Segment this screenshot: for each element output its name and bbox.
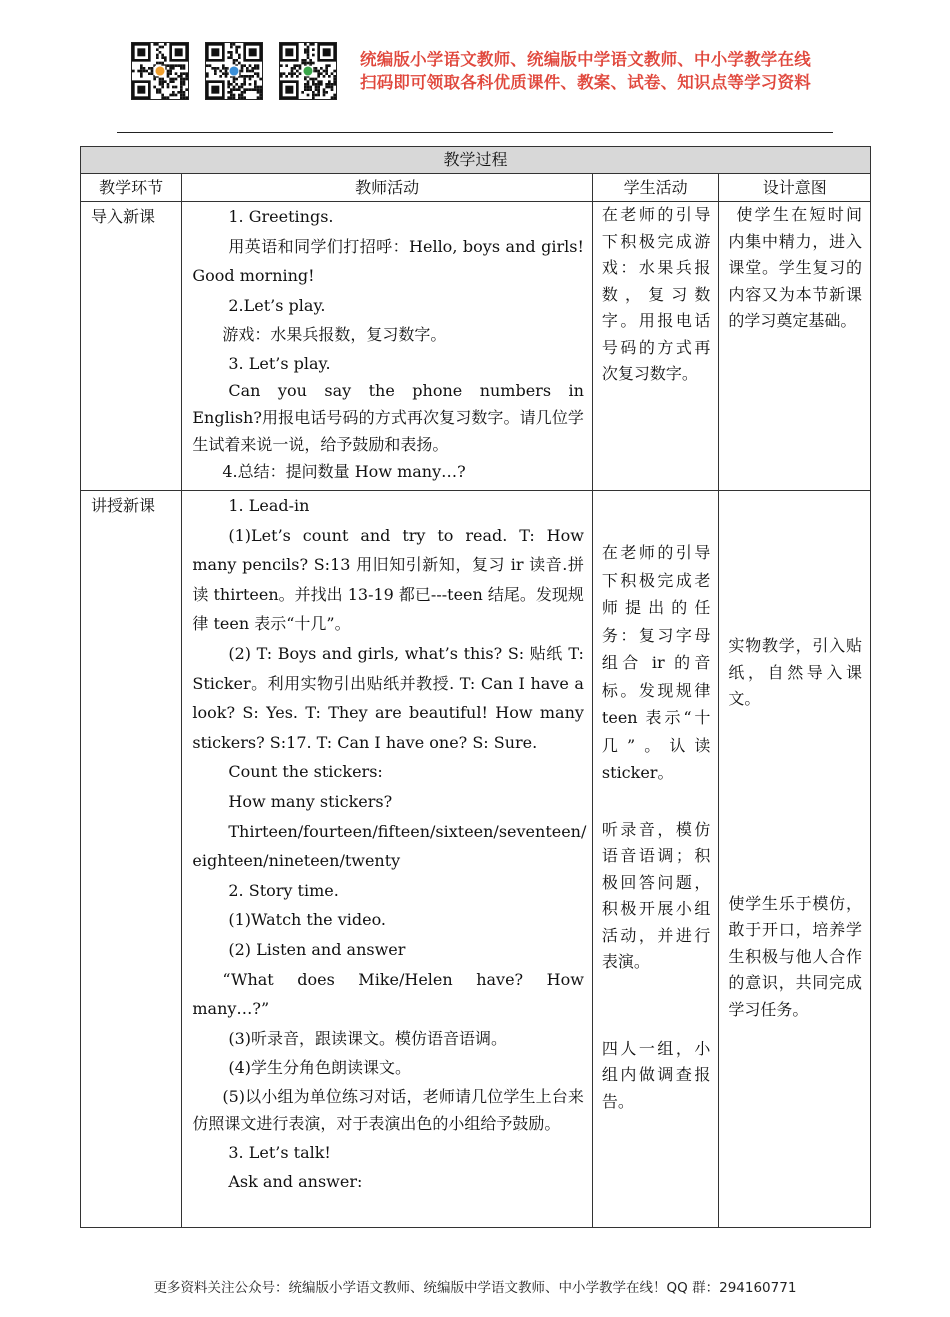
teacher-line: Ask and answer:: [228, 1172, 363, 1192]
teacher-line: Count the stickers:: [228, 762, 383, 782]
teacher-line: (2) Listen and answer: [228, 939, 406, 959]
teacher-line: 1. Greetings.: [228, 207, 334, 226]
student-text: 在老师的引导下积极完成游戏：水果兵报数，复习数字。用报电话号码的方式再次复习数字。: [601, 205, 711, 383]
teacher-line: 用英语和同学们打招呼：Hello, boys and girls! Good morning!: [192, 236, 584, 286]
teacher-line: 3. Let’s play.: [228, 353, 331, 373]
teacher-activity-cell: [182, 202, 593, 491]
student-text: 听录音，模仿语音语调；积极回答问题，积极开展小组活动，并进行表演。: [601, 819, 711, 971]
qr-code-pattern: [280, 43, 336, 99]
header-divider: [117, 132, 833, 133]
header-stage: 教学环节: [81, 174, 182, 202]
teacher-line: How many stickers?: [228, 791, 393, 811]
teacher-line: 3. Let’s talk!: [228, 1142, 331, 1162]
table-row: [81, 491, 871, 1228]
design-intent-cell: [719, 202, 871, 491]
qr-code-pattern: [132, 43, 188, 99]
student-activity-cell: [592, 202, 718, 491]
teacher-line: (4)学生分角色朗读课文。: [228, 1058, 412, 1078]
page-footer: 更多资料关注公众号：统编版小学语文教师、统编版中学语文教师、中小学教学在线！QQ 群：294160771: [153, 1280, 797, 1296]
design-intent-cell: [719, 491, 871, 1228]
header-teacher: 教师活动: [182, 174, 593, 202]
teacher-line: Thirteen/fourteen/fifteen/sixteen/seventeen/ eighteen/nineteen/twenty: [192, 821, 587, 871]
qr-code-2: [205, 42, 263, 100]
table-row: [81, 202, 871, 491]
teacher-line: 2.Let’s play.: [228, 295, 326, 315]
stage-cell: 讲授新课: [81, 491, 182, 1228]
intent-text: 使学生在短时间内集中精力，进入课堂。学生复习的内容又为本节新课的学习奠定基础。: [728, 205, 862, 330]
header-banner: [360, 48, 811, 94]
intent-text: 使学生乐于模仿，敢于开口，培养学生积极与他人合作的意识，共同完成学习任务。: [728, 893, 862, 1019]
banner-line-1: 统编版小学语文教师、统编版中学语文教师、中小学教学在线: [360, 50, 811, 69]
qr-code-pattern: [206, 43, 262, 99]
teacher-line: 1. Lead-in: [228, 496, 310, 515]
teacher-line: 2. Story time.: [228, 880, 339, 900]
qr-code-3: [279, 42, 337, 100]
teacher-activity-cell: [182, 491, 593, 1228]
teacher-line: (1)Let’s count and try to read. T: How many pencils? S:13 用旧知引新知，复习 ir 读音.拼读 thirteen。并找出 13-19 都已---teen 结尾。发现规律 teen 表示“十几”。: [192, 525, 584, 634]
teacher-line: 游戏：水果兵报数，复习数字。: [222, 325, 447, 345]
banner-line-2: 扫码即可领取各科优质课件、教案、试卷、知识点等学习资料: [360, 73, 811, 92]
lesson-plan-table: [80, 146, 871, 1228]
teacher-line: (2) T: Boys and girls, what’s this? S: 贴纸 T: Sticker。利用实物引出贴纸并教授. T: Can I have a look? S: Yes. T: They are beautiful! How many stickers? S:17. T: Can I have one? S: Sure.: [192, 643, 584, 752]
intent-text: 实物教学，引入贴纸，自然导入课文。: [728, 636, 862, 708]
teacher-line: (1)Watch the video.: [228, 910, 387, 930]
table-title: 教学过程: [81, 147, 871, 174]
qr-code-1: [131, 42, 189, 100]
teacher-line: (3)听录音，跟读课文。模仿语音语调。: [228, 1028, 508, 1048]
table-header-row: [81, 174, 871, 202]
teacher-line: Can you say the phone numbers in English?用报电话号码的方式再次复习数字。请几位学生试着来说一说，给予鼓励和表扬。: [192, 380, 584, 454]
header-student: 学生活动: [592, 174, 718, 202]
header-intent: 设计意图: [719, 174, 871, 202]
teacher-line: (5)以小组为单位练习对话，老师请几位学生上台来仿照课文进行表演，对于表演出色的小组给予鼓励。: [192, 1086, 584, 1134]
student-text: 在老师的引导下积极完成老师提出的任务：复习字母组合 ir 的音标。发现规律 teen 表示“十几”。认读 sticker。: [601, 543, 711, 782]
student-text: 四人一组，小组内做调查报告。: [601, 1038, 711, 1111]
teacher-line: 4.总结：提问数量 How many…?: [222, 461, 466, 481]
student-activity-cell: [592, 491, 718, 1228]
stage-cell: 导入新课: [81, 202, 182, 491]
teacher-line: “What does Mike/Helen have? How many…?”: [192, 969, 584, 1019]
